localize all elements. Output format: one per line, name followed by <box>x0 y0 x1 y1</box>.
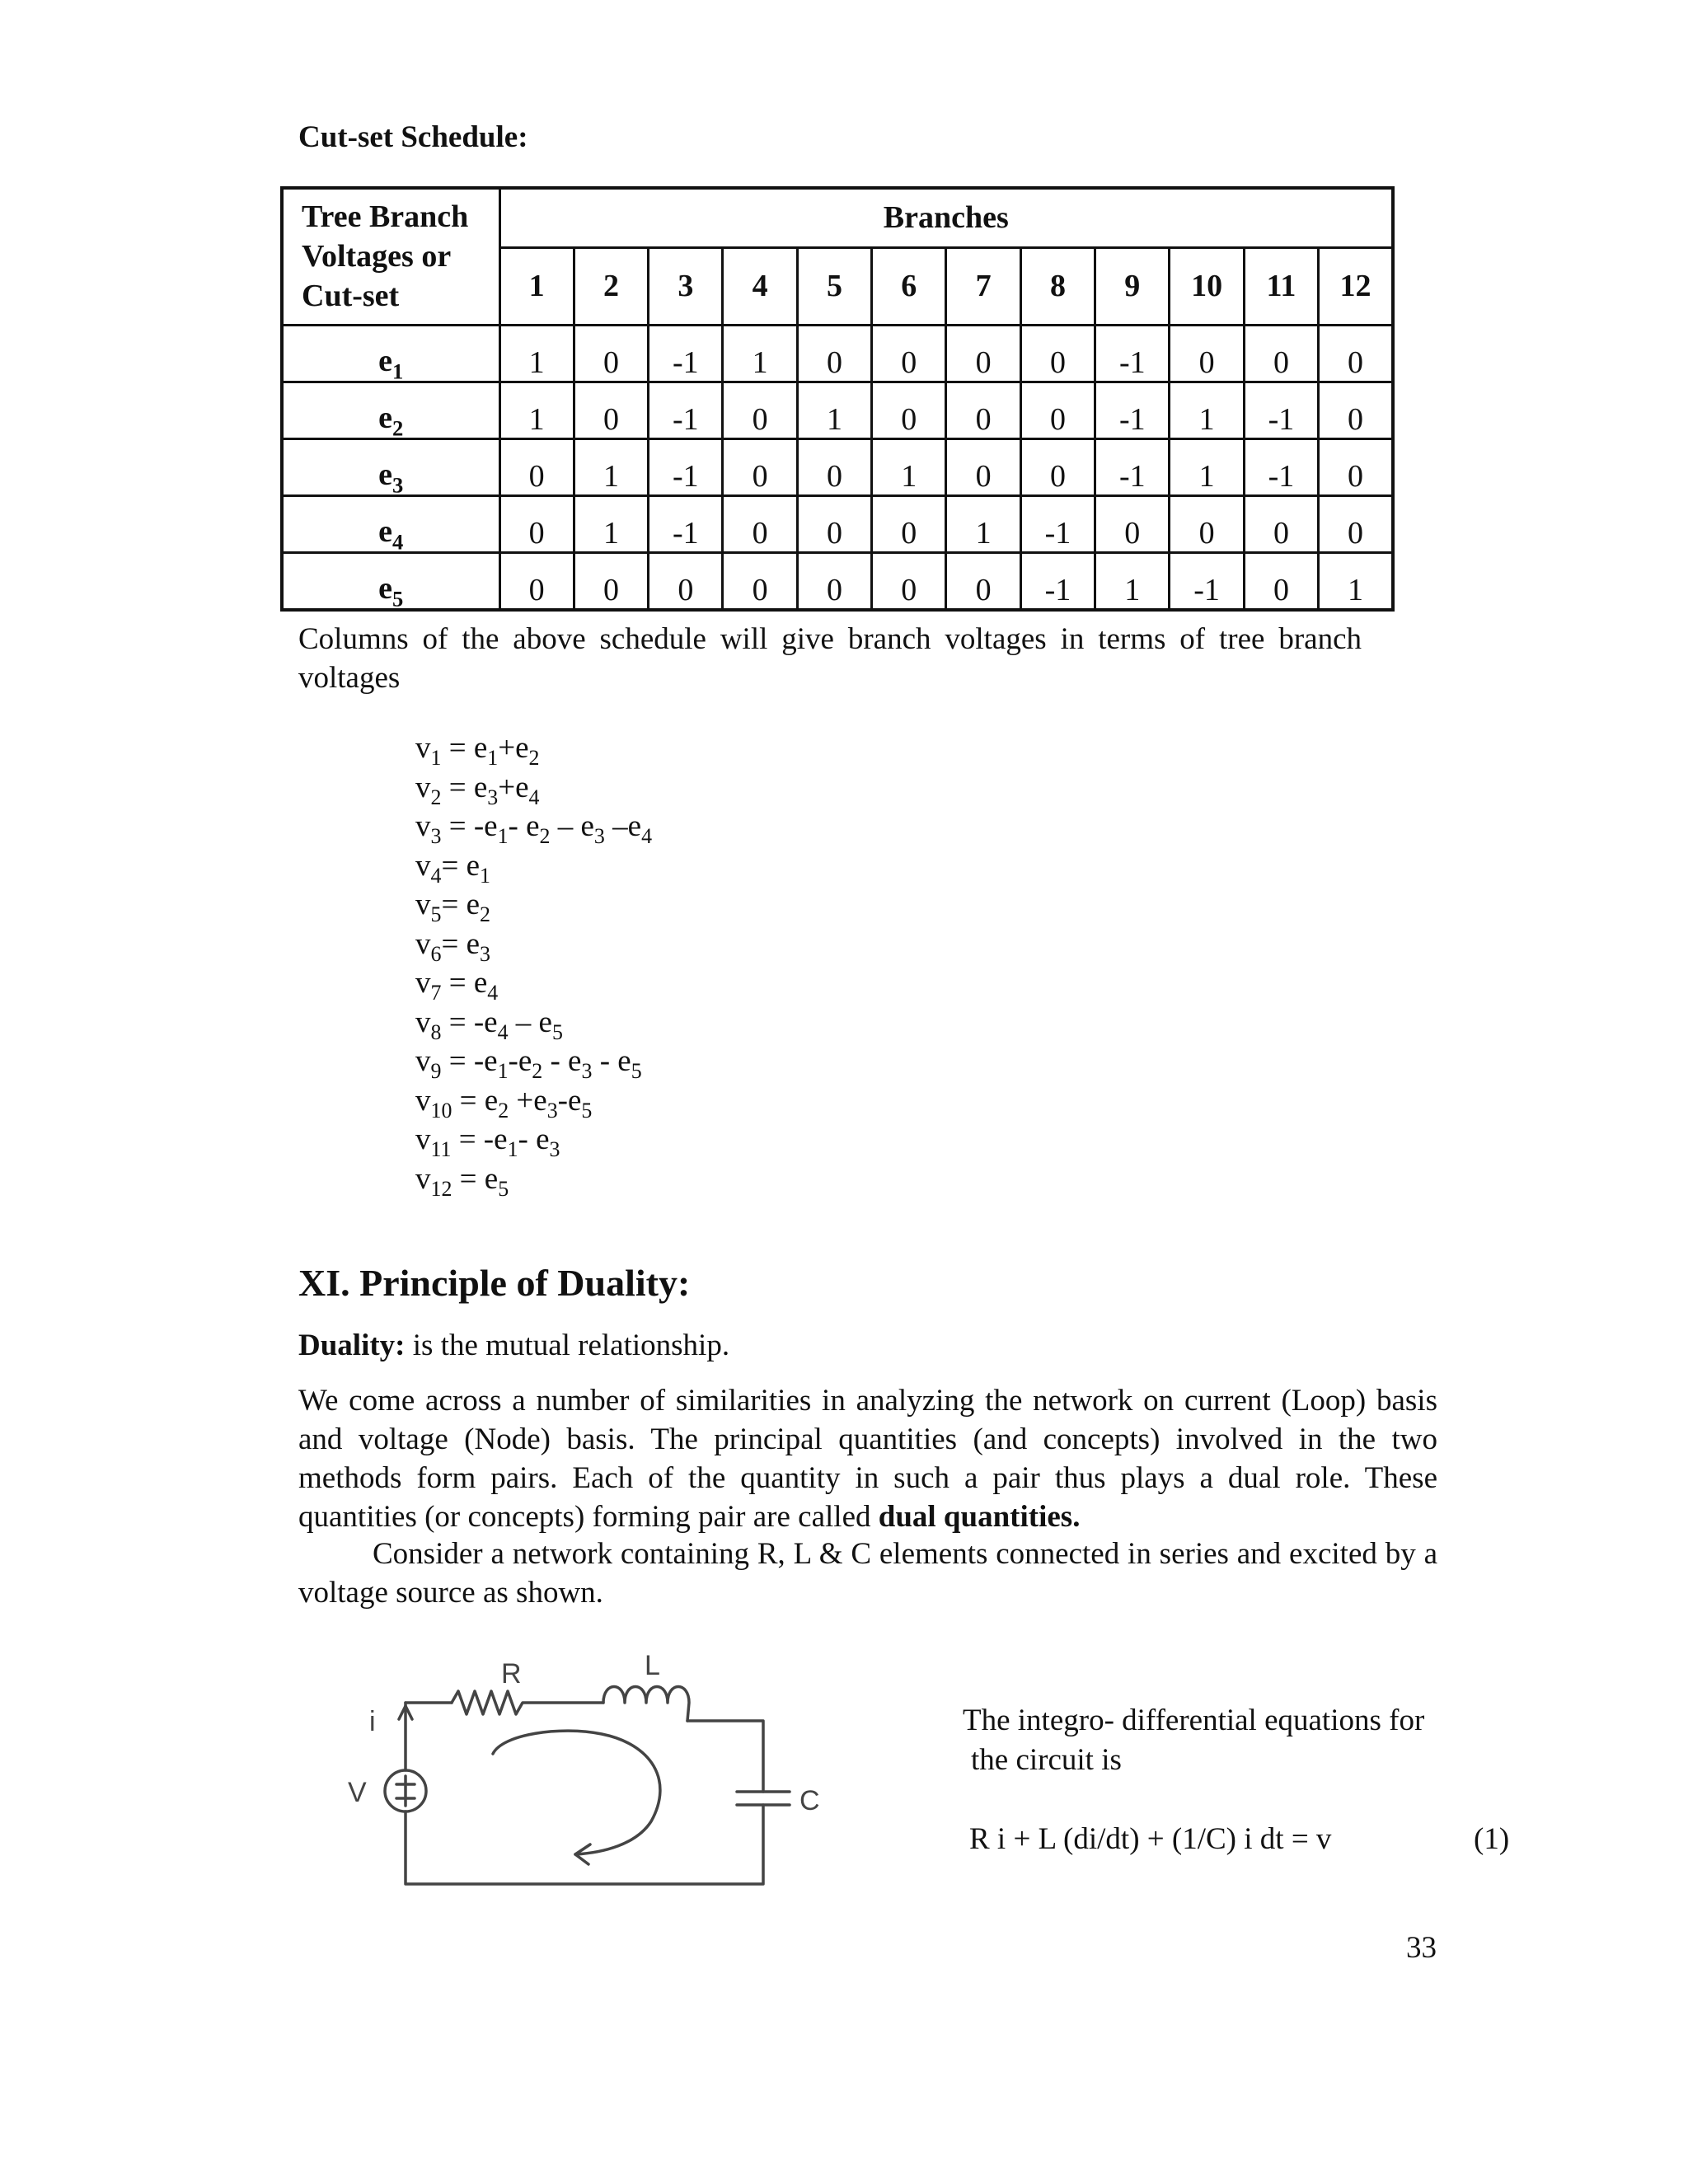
table-row <box>282 552 1393 610</box>
table-body <box>282 325 1393 610</box>
cut-set-label-subscript: 1 <box>392 358 404 383</box>
equation-number: (1) <box>1474 1822 1510 1856</box>
table-cell: 0 <box>723 382 797 438</box>
table-cell: -1 <box>1020 495 1095 552</box>
table-cell: 0 <box>1170 325 1244 382</box>
current-label: i <box>369 1706 376 1737</box>
loop-current-arc <box>493 1731 660 1854</box>
table-cell: 0 <box>574 325 648 382</box>
table-cell: -1 <box>649 325 723 382</box>
table-cell: 0 <box>1244 495 1318 552</box>
table-cell: 1 <box>797 382 871 438</box>
paragraph-1-text: We come across a number of similarities in analyzing the network on current (Loop) basis and voltage (Node) basis. The principal quantities (and concepts) involved in the two methods form pairs. Each of the quantity in such a pair thus plays a dual role. These quantities (or concepts) forming pair are called <box>298 1384 1437 1534</box>
wire-right-top <box>687 1721 763 1792</box>
equation-line: $v_7 = e_4$ <box>415 966 499 1005</box>
branch-column-header: 5 <box>797 247 871 325</box>
table-cell: 0 <box>1020 438 1095 495</box>
table-cell: -1 <box>649 495 723 552</box>
table-cell: 0 <box>499 552 574 610</box>
table-cell: 0 <box>1319 382 1393 438</box>
table-cell: 0 <box>1319 325 1393 382</box>
branch-column-header: 3 <box>649 247 723 325</box>
integro-text-line-1: The integro- differential equations for <box>963 1704 1425 1737</box>
table-cell: -1 <box>1095 382 1170 438</box>
branch-column-header: 8 <box>1020 247 1095 325</box>
table-cell: 0 <box>872 495 946 552</box>
equation-line: $v_{10} = e_2 +e_3-e_5$ <box>415 1083 593 1122</box>
table-cell: 0 <box>1244 552 1318 610</box>
table-cell: 0 <box>1170 495 1244 552</box>
dual-quantities-term: dual quantities. <box>878 1500 1081 1534</box>
resistor-symbol <box>452 1691 603 1714</box>
table-cell: 1 <box>946 495 1020 552</box>
table-cell: 0 <box>574 382 648 438</box>
cut-set-label <box>282 495 499 552</box>
table-cell: 0 <box>499 438 574 495</box>
equation-line: $v_{11} = -e_1-$ $e_3$ <box>415 1122 560 1162</box>
table-cell: 1 <box>574 438 648 495</box>
branch-column-header: 9 <box>1095 247 1170 325</box>
table-cell: 0 <box>797 495 871 552</box>
equation-line: $v_5= e_2$ <box>415 888 490 927</box>
equation-line: $v_1 = e_1+e_2$ <box>415 731 540 771</box>
capacitor-label: C <box>799 1785 820 1816</box>
table-cell: 1 <box>1170 438 1244 495</box>
table-cell: -1 <box>1244 438 1318 495</box>
table-cell: 1 <box>872 438 946 495</box>
table-row <box>282 382 1393 438</box>
table-cell: 1 <box>1095 552 1170 610</box>
table-cell: 0 <box>872 325 946 382</box>
equation-line: $v_4= e_1$ <box>415 848 490 888</box>
duality-paragraph-2: Consider a network containing R, L & C elements connected in series and excited by a voltage source as shown. <box>298 1537 1437 1610</box>
table-cell: 0 <box>797 552 871 610</box>
duality-definition <box>298 1328 729 1363</box>
cut-set-label-base: e <box>378 343 393 378</box>
table-cell: 0 <box>723 552 797 610</box>
table-cell: 0 <box>649 552 723 610</box>
table-cell: 0 <box>499 495 574 552</box>
cut-set-label <box>282 382 499 438</box>
duality-paragraph-1 <box>298 1381 1437 1536</box>
rlc-circuit-diagram <box>313 1648 841 1896</box>
section-heading: XI. Principle of Duality: <box>298 1262 691 1304</box>
cut-set-label-subscript: 4 <box>392 528 404 554</box>
cut-set-label-base: e <box>378 457 393 492</box>
table-cell: 0 <box>946 325 1020 382</box>
cut-set-label <box>282 325 499 382</box>
cut-set-schedule-table <box>280 186 1395 612</box>
source-label: V <box>348 1777 367 1808</box>
equation-line: $v_8 = -e_4 - e_5$ <box>415 1005 563 1044</box>
cut-set-label-subscript: 2 <box>392 415 404 440</box>
branch-voltage-equations <box>415 729 653 1201</box>
table-cell: 0 <box>797 325 871 382</box>
branch-column-header: 12 <box>1319 247 1393 325</box>
table-cell: -1 <box>649 438 723 495</box>
cut-set-label-base: e <box>378 570 393 606</box>
cut-set-label-base: e <box>378 400 393 435</box>
table-cell: 0 <box>1319 495 1393 552</box>
table-cell: -1 <box>1020 552 1095 610</box>
table-cell: 0 <box>1244 325 1318 382</box>
table-cell: -1 <box>1244 382 1318 438</box>
table-cell: -1 <box>649 382 723 438</box>
table-cell: 1 <box>723 325 797 382</box>
table-cell: 1 <box>499 325 574 382</box>
equation-line: $v_2 = e_3+e_4$ <box>415 770 540 809</box>
inductor-symbol <box>603 1687 689 1722</box>
table-cell: -1 <box>1095 438 1170 495</box>
table-cell: 1 <box>1319 552 1393 610</box>
table-cell: 0 <box>1020 382 1095 438</box>
table-row <box>282 325 1393 382</box>
equation-line: $v_6= e_3$ <box>415 926 490 966</box>
table-row <box>282 438 1393 495</box>
table-cell: 0 <box>1095 495 1170 552</box>
integro-equation: R i + L (di/dt) + (1/C) i dt = v <box>969 1822 1332 1856</box>
table-cell: 0 <box>946 438 1020 495</box>
table-cell: 1 <box>1170 382 1244 438</box>
table-cell: 0 <box>946 552 1020 610</box>
branch-column-header: 4 <box>723 247 797 325</box>
schedule-title: Cut-set Schedule: <box>298 120 528 154</box>
table-cell: -1 <box>1095 325 1170 382</box>
table-cell: -1 <box>1170 552 1244 610</box>
row-header-cell <box>282 188 499 325</box>
branch-column-header: 10 <box>1170 247 1244 325</box>
cut-set-label-subscript: 3 <box>392 471 404 497</box>
resistor-label: R <box>501 1658 522 1690</box>
duality-definition-text: is the mutual relationship. <box>405 1329 730 1362</box>
table-cell: 1 <box>574 495 648 552</box>
table-row <box>282 495 1393 552</box>
branch-column-header: 1 <box>499 247 574 325</box>
branches-header: Branches <box>499 188 1393 247</box>
table-cell: 0 <box>946 382 1020 438</box>
cut-set-label-subscript: 5 <box>392 585 404 611</box>
equation-line: $v_9 = -e_1-e_2 - e_3 - e_5$ <box>415 1044 642 1084</box>
schedule-note: Columns of the above schedule will give branch voltages in terms of tree branch voltages <box>298 622 1362 695</box>
cut-set-label <box>282 552 499 610</box>
integro-text-line-2: the circuit is <box>971 1743 1122 1777</box>
table-cell: 0 <box>872 382 946 438</box>
branch-column-header: 2 <box>574 247 648 325</box>
table-cell: 0 <box>1319 438 1393 495</box>
cut-set-label-base: e <box>378 513 393 549</box>
equation-line: $v_{12} = e_5$ <box>415 1161 509 1201</box>
branch-column-header: 11 <box>1244 247 1318 325</box>
table-cell: 0 <box>872 552 946 610</box>
table-cell: 0 <box>1020 325 1095 382</box>
row-header-line-2: Voltages or <box>302 239 452 274</box>
inductor-label: L <box>645 1650 660 1681</box>
branch-column-header: 6 <box>872 247 946 325</box>
row-header-line-1: Tree Branch <box>302 199 469 235</box>
page-number: 33 <box>1406 1931 1437 1965</box>
table-cell: 0 <box>797 438 871 495</box>
row-header-line-3: Cut-set <box>302 279 400 314</box>
branch-column-header: 7 <box>946 247 1020 325</box>
equation-line: $v_3 = -e_1-$ $e_2 - e_3$ $-e_4$ <box>415 809 653 849</box>
wire-bottom <box>406 1805 763 1884</box>
table-cell: 0 <box>574 552 648 610</box>
cut-set-label <box>282 438 499 495</box>
duality-term: Duality: <box>298 1329 406 1362</box>
table-cell: 0 <box>723 495 797 552</box>
table-cell: 1 <box>499 382 574 438</box>
table-cell: 0 <box>723 438 797 495</box>
